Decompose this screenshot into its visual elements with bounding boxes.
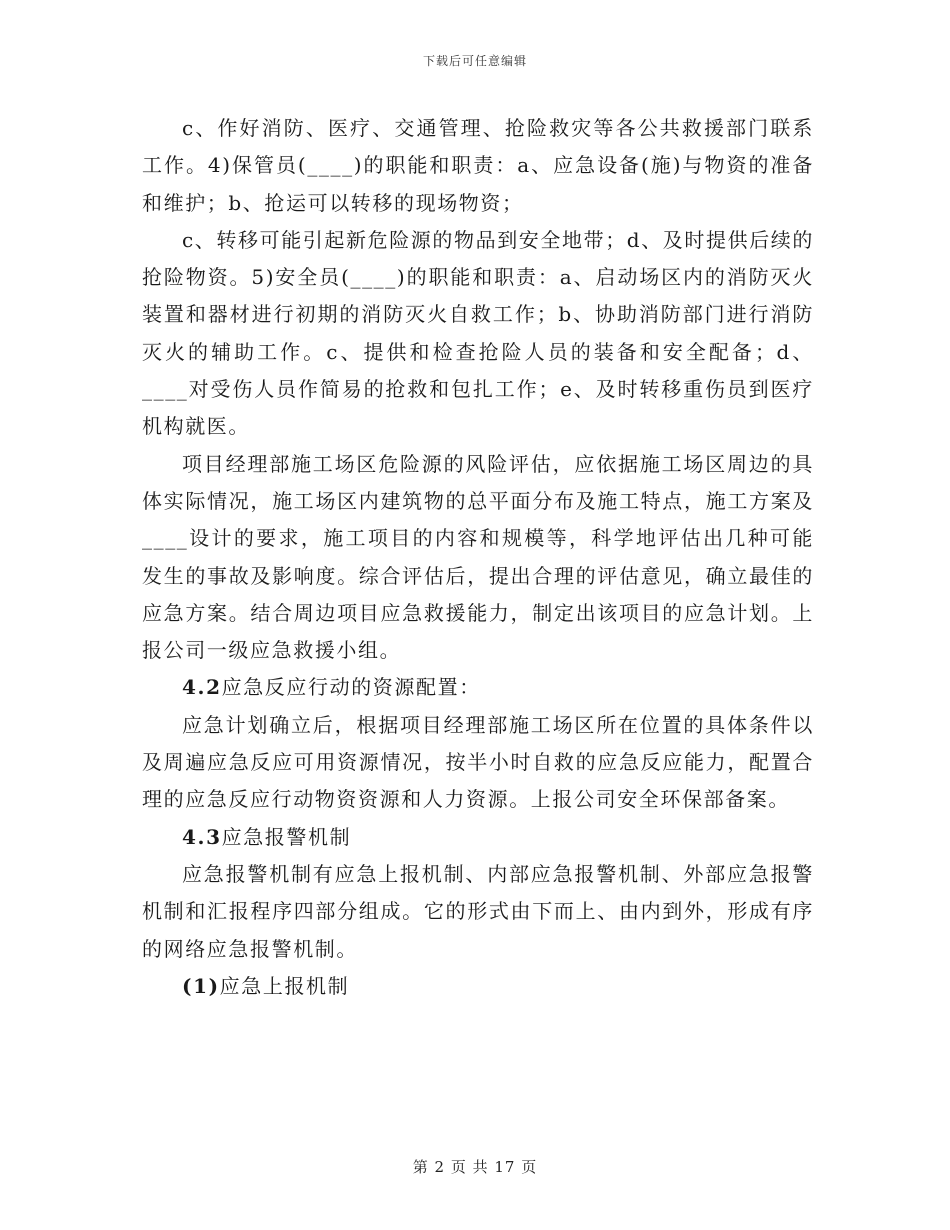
subsection-number: (1) [182, 973, 220, 998]
paragraph-resource-allocation: 应急计划确立后，根据项目经理部施工场区所在位置的具体条件以及周遍应急反应可用资源情况，按半小时自救的应急反应能力，配置合理的应急反应行动物资资源和人力资源。上报公司安全环保部备案。 [142, 712, 814, 812]
section-heading-4-2 [142, 669, 814, 706]
document-body [142, 110, 814, 1005]
subsection-heading-1 [142, 968, 814, 1005]
paragraph-roles-storekeeper: c、作好消防、医疗、交通管理、抢险救灾等各公共救援部门联系工作。4)保管员(____)的职能和职责：a、应急设备(施)与物资的准备和维护；b、抢运可以转移的现场物资； [142, 116, 814, 215]
page-number-footer: 第 2 页 共 17 页 [412, 1158, 538, 1176]
paragraph-roles-safety-officer: c、转移可能引起新危险源的物品到安全地带；d、及时提供后续的抢险物资。5)安全员(____)的职能和职责：a、启动场区内的消防灭火装置和器材进行初期的消防灭火自救工作；b、协助消防部门进行消防灭火的辅助工作。c、提供和检查抢险人员的装备和安全配备；d、____对受伤人员作简易的抢救和包扎工作；e、及时转移重伤员到医疗机构就医。 [142, 227, 815, 439]
paragraph-alarm-mechanism: 应急报警机制有应急上报机制、内部应急报警机制、外部应急报警机制和汇报程序四部分组成。它的形式由下而上、由内到外，形成有序的网络应急报警机制。 [142, 861, 814, 961]
section-title: 应急反应行动的资源配置： [221, 675, 481, 700]
paragraph-risk-assessment: 项目经理部施工场区危险源的风险评估，应依据施工场区周边的具体实际情况，施工场区内建筑物的总平面分布及施工特点，施工方案及____设计的要求，施工项目的内容和规模等，科学地评估出几种可能发生的事故及影响度。综合评估后，提出合理的评估意见，确立最佳的应急方案。结合周边项目应急救援能力，制定出该项目的应急计划。上报公司一级应急救援小组。 [142, 451, 814, 663]
section-heading-4-3 [142, 819, 814, 856]
subsection-title: 应急上报机制 [219, 973, 350, 998]
page-header: 下载后可任意编辑 [422, 54, 527, 68]
section-number: 4.2 [182, 675, 222, 700]
section-title: 应急报警机制 [221, 824, 352, 849]
section-number: 4.3 [182, 824, 222, 849]
